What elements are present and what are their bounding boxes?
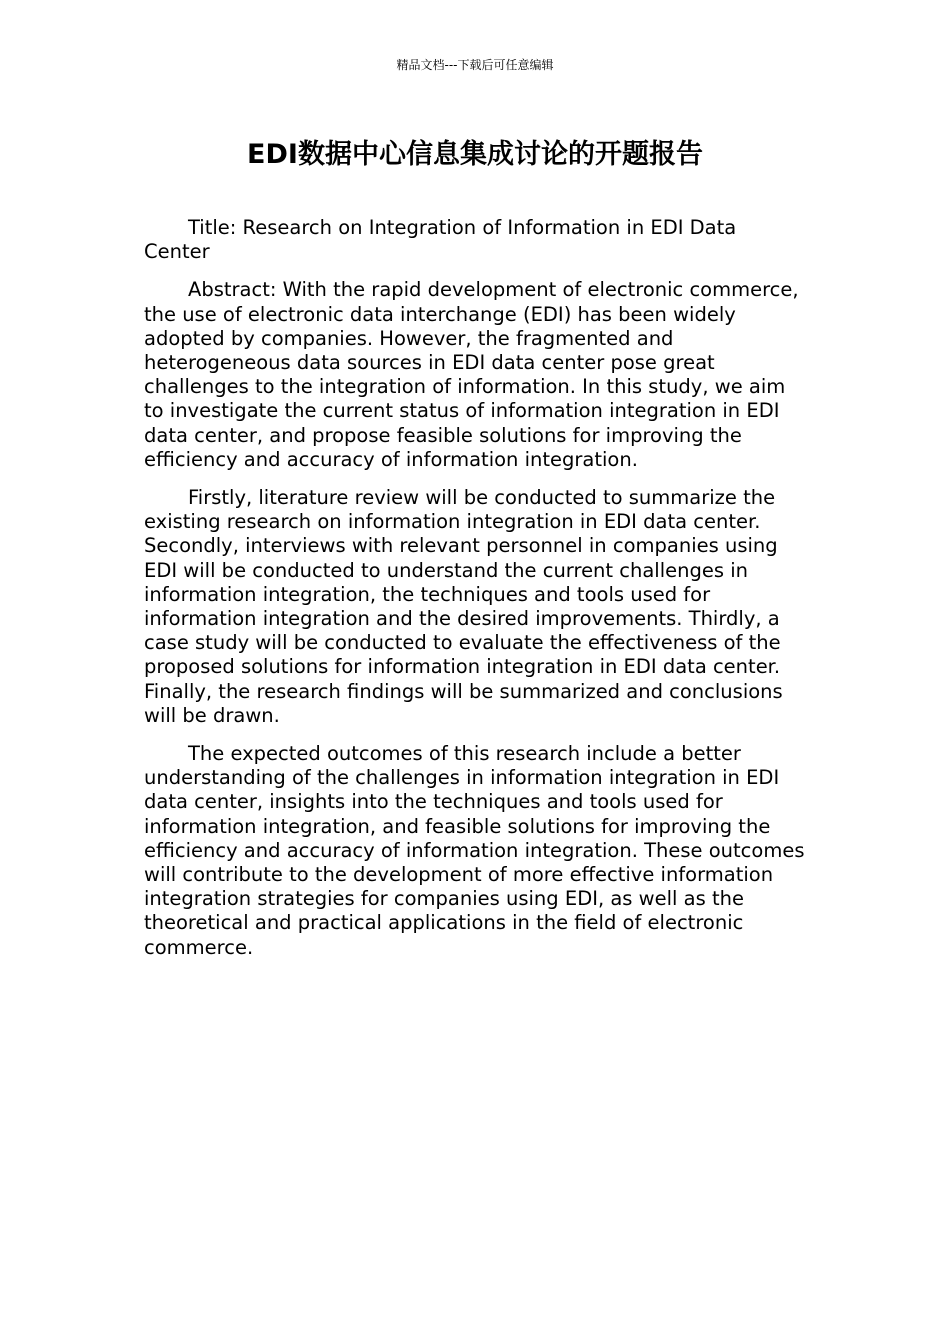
document-title: EDI数据中心信息集成讨论的开题报告	[247, 139, 703, 170]
document-body	[144, 216, 806, 974]
outcomes-paragraph: The expected outcomes of this research include a better understanding of the challenges in information integration in EDI data center, insights into the techniques and tools used for information integration, and feasible solutions for improving the efficiency and accuracy of information integration. These outcomes will contribute to the development of more effective information integration strategies for companies using EDI, as well as the theoretical and practical applications in the field of electronic commerce.	[144, 742, 805, 959]
abstract-paragraph: Abstract: With the rapid development of electronic commerce, the use of electronic data interchange (EDI) has been widely adopted by companies. However, the fragmented and heterogeneous data sources in EDI data center pose great challenges to the integration of information. In this study, we aim to investigate the current status of information integration in EDI data center, and propose feasible solutions for improving the efficiency and accuracy of information integration.	[144, 278, 799, 471]
page-header-note: 精品文档---下载后可任意编辑	[396, 58, 554, 72]
methods-paragraph: Firstly, literature review will be conducted to summarize the existing research on information integration in EDI data center. Secondly, interviews with relevant personnel in companies using EDI will be conducted to understand the current challenges in information integration, the techniques and tools used for information integration and the desired improvements. Thirdly, a case study will be conducted to evaluate the effectiveness of the proposed solutions for information integration in EDI data center. Finally, the research findings will be summarized and conclusions will be drawn.	[144, 486, 783, 727]
title-paragraph: Title: Research on Integration of Information in EDI Data Center	[144, 216, 737, 264]
